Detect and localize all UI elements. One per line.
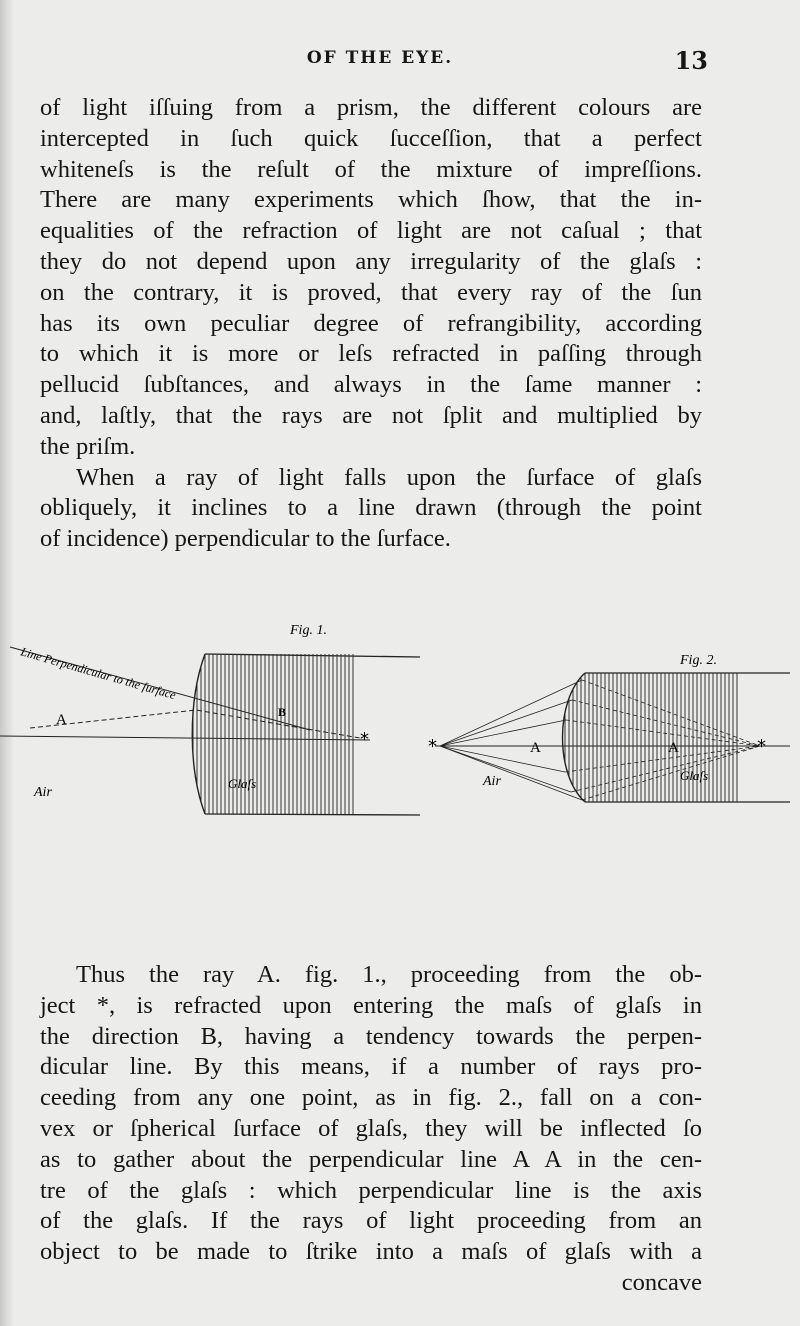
text-line: When a ray of light falls upon the ſurface of glaſs — [76, 463, 702, 491]
text-line: dicular line. By this means, if a number of rays pro- — [40, 1053, 702, 1081]
text-line: obliquely, it inclines to a line drawn (through the point — [40, 494, 702, 522]
text-line: of incidence) perpendicular to the ſurface. — [40, 525, 451, 553]
text-line: Thus the ray A. fig. 1., proceeding from the ob- — [76, 961, 702, 988]
text-line: intercepted in ſuch quick ſucceſſion, that a perfect — [40, 124, 702, 152]
text-line: the priſm. — [40, 432, 136, 460]
fig1-glass-block — [192, 654, 355, 814]
fig2-image-mark: * — [757, 736, 766, 757]
text-line: ject *, is refracted upon entering the maſs of glaſs in — [40, 991, 702, 1019]
catchword: concave — [621, 1268, 702, 1296]
running-head-title: OF THE EYE. — [306, 48, 454, 68]
fig1-label-glass: Glaſs — [228, 776, 257, 791]
fig2-glass-block — [563, 673, 741, 802]
text-line: object to be made to ſtrike into a maſs of glaſs with a — [40, 1238, 702, 1266]
fig1-label-a: A — [56, 712, 67, 728]
text-line: they do not depend upon any irregularity of the glaſs : — [40, 247, 702, 275]
text-line: pellucid ſubſtances, and always in the ſame manner : — [40, 371, 702, 399]
text-line: as to gather about the perpendicular line A A in the cen- — [40, 1145, 702, 1173]
refraction-diagram — [0, 600, 800, 840]
fig2-label-air: Air — [483, 774, 501, 789]
fig1-diagram — [0, 623, 420, 815]
fig1-object-mark: * — [360, 729, 369, 750]
text-line: vex or ſpherical ſurface of glaſs, they will be inflected ſo — [40, 1114, 702, 1142]
text-line: of the glaſs. If the rays of light proceeding from an — [40, 1207, 702, 1235]
perpendicular-label: Line Perpendicular to the ſurface — [19, 644, 178, 703]
text-block-bottom — [40, 960, 702, 1299]
page-number: 13 — [674, 46, 708, 75]
fig1-title: Fig. 1. — [290, 623, 327, 638]
fig2-label-glass: Glaſs — [680, 768, 709, 783]
text-line: and, laſtly, that the rays are not ſplit and multiplied by — [40, 401, 702, 429]
text-line: has its own peculiar degree of refrangibility, according — [40, 309, 702, 337]
text-line: ceeding from any one point, as in fig. 2., fall on a con- — [40, 1084, 702, 1112]
fig2-object-mark: * — [428, 736, 437, 757]
refraction-figure — [0, 600, 800, 840]
fig2-label-a-left: A — [530, 740, 541, 756]
text-line: of light iſſuing from a prism, the different colours are — [40, 94, 702, 121]
running-head — [0, 48, 800, 78]
fig2-diagram — [428, 653, 790, 802]
text-line: whiteneſs is the reſult of the mixture of impreſſions. — [40, 155, 702, 183]
text-line: equalities of the refraction of light are not caſual ; that — [40, 217, 702, 245]
text-line: tre of the glaſs : which perpendicular line is the axis — [40, 1176, 702, 1204]
text-line: the direction B, having a tendency towards the perpen- — [40, 1022, 702, 1050]
fig2-title: Fig. 2. — [680, 653, 717, 668]
text-line: There are many experiments which ſhow, that the in- — [40, 186, 702, 214]
text-line: on the contrary, it is proved, that every ray of the ſun — [40, 278, 702, 306]
text-block-top — [40, 93, 702, 555]
text-line: to which it is more or leſs refracted in paſſing through — [40, 340, 702, 368]
fig1-label-b: B — [278, 705, 287, 719]
fig1-label-air: Air — [34, 785, 52, 800]
fig2-label-a-right: A — [668, 740, 679, 756]
